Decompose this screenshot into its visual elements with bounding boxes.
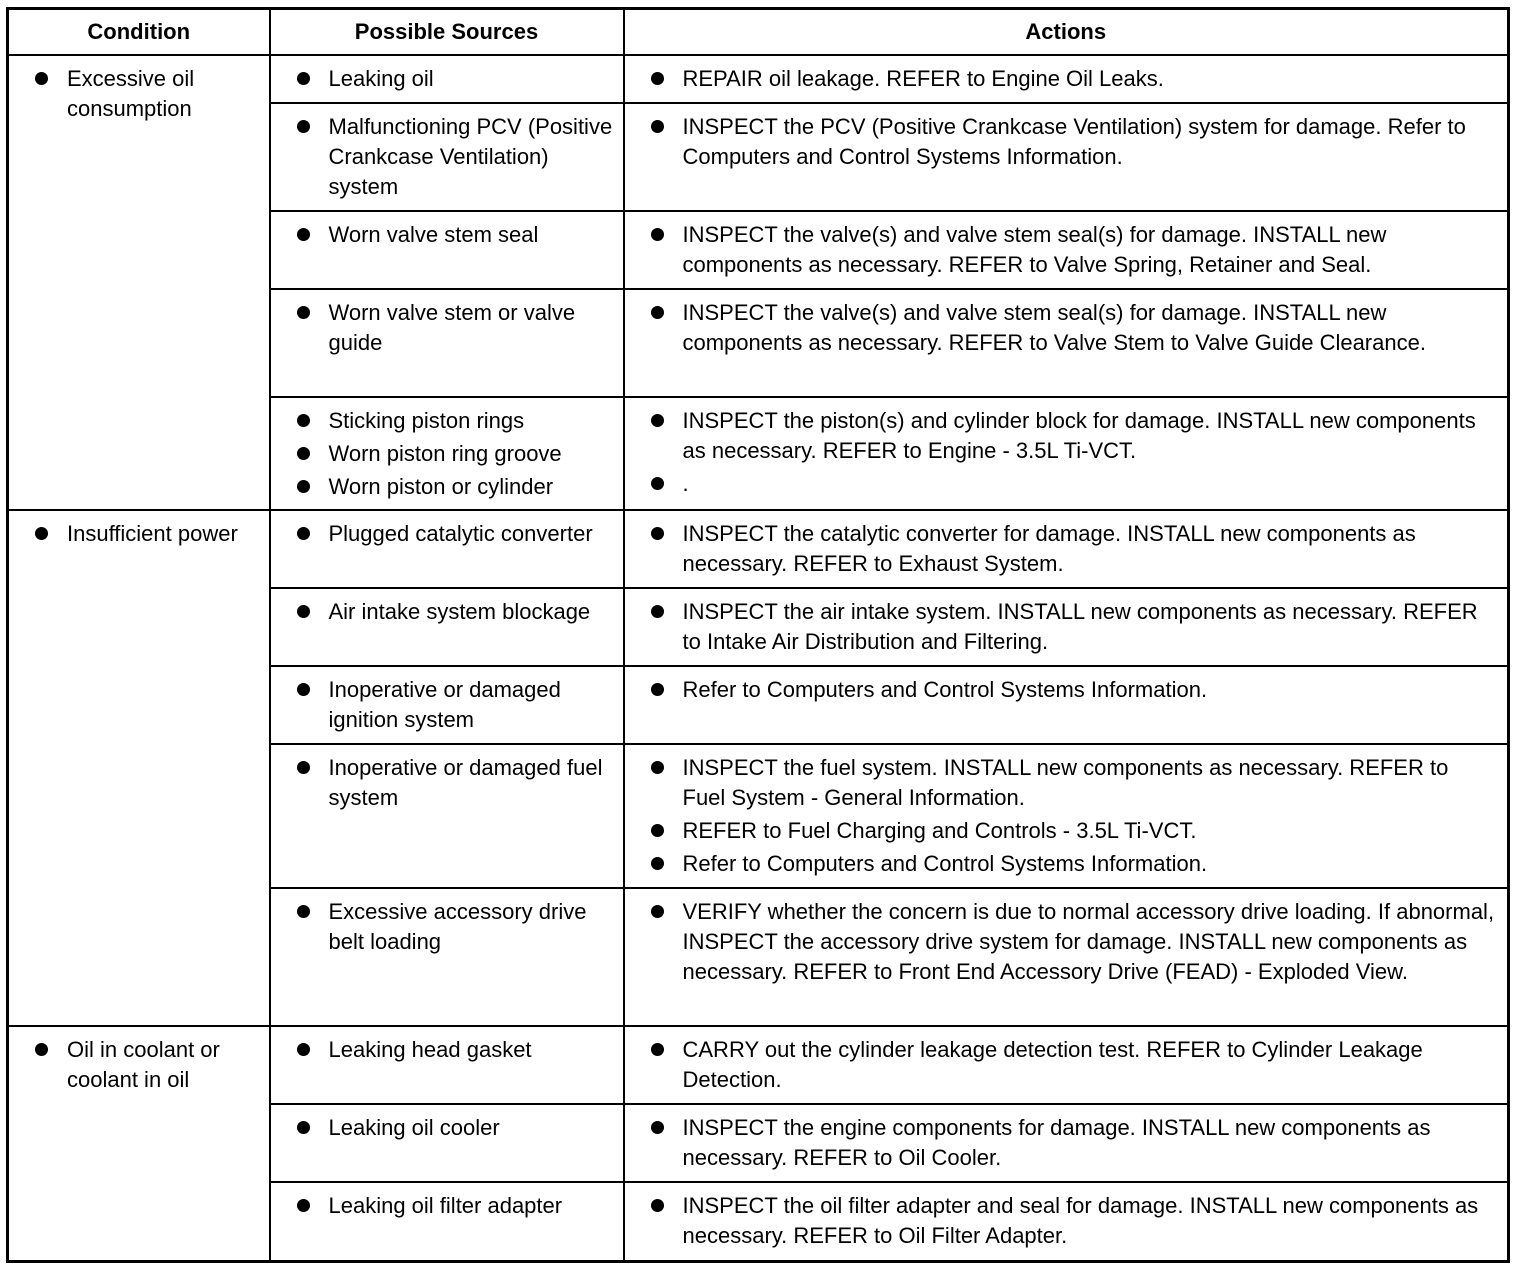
condition-list	[31, 1035, 259, 1095]
action-item-text: INSPECT the valve(s) and valve stem seal(s) for damage. INSTALL new components as necessary. REFER to Valve Stem to Valve Guide Clearance.	[682, 300, 1426, 355]
source-item-list	[293, 1035, 613, 1065]
action-item	[647, 469, 1498, 499]
bullet-icon	[297, 683, 310, 696]
actions-cell	[624, 888, 1509, 1026]
header-sources: Possible Sources	[270, 9, 624, 56]
bullet-icon	[35, 1043, 48, 1056]
source-item-text: Leaking oil	[328, 66, 434, 91]
action-item	[647, 597, 1498, 657]
bullet-icon	[297, 605, 310, 618]
action-item-list	[647, 112, 1498, 172]
action-item-list	[647, 406, 1498, 499]
sources-cell	[270, 397, 624, 510]
action-item-list	[647, 597, 1498, 657]
action-item-text: INSPECT the engine components for damage. INSTALL new components as necessary. REFER to Oil Cooler.	[682, 1115, 1431, 1170]
source-item	[293, 1113, 613, 1143]
sources-cell	[270, 103, 624, 211]
bullet-icon	[651, 306, 664, 319]
bullet-icon	[297, 414, 310, 427]
source-item-text: Leaking oil filter adapter	[328, 1193, 563, 1218]
action-item	[647, 1035, 1498, 1095]
action-item-list	[647, 1113, 1498, 1173]
source-item-list	[293, 675, 613, 735]
table-body	[8, 55, 1509, 1261]
action-item	[647, 298, 1498, 358]
source-item	[293, 439, 613, 469]
actions-cell	[624, 666, 1509, 744]
source-item-list	[293, 897, 613, 957]
action-item-text: REPAIR oil leakage. REFER to Engine Oil Leaks.	[682, 66, 1164, 91]
action-item-list	[647, 753, 1498, 879]
source-item-text: Worn valve stem seal	[328, 222, 539, 247]
condition-item	[31, 64, 259, 124]
source-item	[293, 519, 613, 549]
bullet-icon	[651, 824, 664, 837]
actions-cell	[624, 1026, 1509, 1104]
table-row	[8, 55, 1509, 103]
action-item-list	[647, 1191, 1498, 1251]
bullet-icon	[297, 761, 310, 774]
sources-cell	[270, 666, 624, 744]
source-item	[293, 112, 613, 202]
action-item	[647, 849, 1498, 879]
condition-cell	[8, 55, 270, 510]
action-item	[647, 1191, 1498, 1251]
header-actions: Actions	[624, 9, 1509, 56]
diagnosis-table	[6, 7, 1510, 1263]
action-item-list	[647, 897, 1498, 987]
bullet-icon	[35, 527, 48, 540]
sources-cell	[270, 588, 624, 666]
actions-cell	[624, 103, 1509, 211]
bullet-icon	[651, 527, 664, 540]
actions-cell	[624, 289, 1509, 397]
action-item-text: INSPECT the piston(s) and cylinder block for damage. INSTALL new components as necessary. REFER to Engine - 3.5L Ti-VCT.	[682, 408, 1476, 463]
source-item-list	[293, 597, 613, 627]
source-item-text: Plugged catalytic converter	[328, 521, 593, 546]
sources-cell	[270, 1182, 624, 1261]
condition-list	[31, 64, 259, 124]
source-item	[293, 897, 613, 957]
action-item-list	[647, 519, 1498, 579]
bullet-icon	[297, 72, 310, 85]
bullet-icon	[297, 1121, 310, 1134]
bullet-icon	[651, 905, 664, 918]
action-item	[647, 519, 1498, 579]
actions-cell	[624, 55, 1509, 103]
source-item	[293, 675, 613, 735]
source-item-text: Worn piston or cylinder	[328, 474, 554, 499]
action-item-list	[647, 1035, 1498, 1095]
source-item	[293, 472, 613, 502]
action-item-text: REFER to Fuel Charging and Controls - 3.5L Ti-VCT.	[682, 818, 1197, 843]
source-item	[293, 298, 613, 358]
action-item-list	[647, 64, 1498, 94]
bullet-icon	[297, 1043, 310, 1056]
bullet-icon	[297, 527, 310, 540]
sources-cell	[270, 744, 624, 888]
action-item-text: INSPECT the fuel system. INSTALL new components as necessary. REFER to Fuel System - General Information.	[682, 755, 1449, 810]
source-item-text: Sticking piston rings	[328, 408, 525, 433]
bullet-icon	[651, 1121, 664, 1134]
action-item-list	[647, 220, 1498, 280]
bullet-icon	[297, 480, 310, 493]
action-item	[647, 112, 1498, 172]
action-item-text: VERIFY whether the concern is due to normal accessory drive loading. If abnormal, INSPECT the accessory drive system for damage. INSTALL new components as necessary. REFER to Front End Accessory Drive (FEAD) - Exploded View.	[682, 899, 1495, 984]
action-item	[647, 753, 1498, 813]
bullet-icon	[297, 306, 310, 319]
source-item-text: Excessive accessory drive belt loading	[328, 899, 587, 954]
bullet-icon	[297, 228, 310, 241]
action-item-text: Refer to Computers and Control Systems Information.	[682, 677, 1208, 702]
action-item	[647, 1113, 1498, 1173]
condition-text: Excessive oil consumption	[67, 66, 195, 121]
action-item-text: CARRY out the cylinder leakage detection test. REFER to Cylinder Leakage Detection.	[682, 1037, 1423, 1092]
source-item-text: Malfunctioning PCV (Positive Crankcase Ventilation) system	[328, 114, 613, 199]
sources-cell	[270, 888, 624, 1026]
bullet-icon	[651, 761, 664, 774]
header-row	[8, 9, 1509, 56]
source-item	[293, 64, 613, 94]
action-item-list	[647, 675, 1498, 705]
sources-cell	[270, 1026, 624, 1104]
sources-cell	[270, 211, 624, 289]
action-item-list	[647, 298, 1498, 358]
action-item-text: Refer to Computers and Control Systems Information.	[682, 851, 1208, 876]
actions-cell	[624, 211, 1509, 289]
condition-cell	[8, 510, 270, 1026]
actions-cell	[624, 510, 1509, 588]
action-item-text: INSPECT the valve(s) and valve stem seal(s) for damage. INSTALL new components as necessary. REFER to Valve Spring, Retainer and Seal.	[682, 222, 1387, 277]
actions-cell	[624, 588, 1509, 666]
bullet-icon	[651, 477, 664, 490]
bullet-icon	[651, 1043, 664, 1056]
condition-item	[31, 1035, 259, 1095]
bullet-icon	[651, 414, 664, 427]
source-item-list	[293, 298, 613, 358]
source-item-text: Inoperative or damaged fuel system	[328, 755, 603, 810]
action-item-text: INSPECT the catalytic converter for damage. INSTALL new components as necessary. REFER to Exhaust System.	[682, 521, 1416, 576]
action-item	[647, 897, 1498, 987]
action-item	[647, 816, 1498, 846]
source-item-text: Inoperative or damaged ignition system	[328, 677, 561, 732]
source-item-list	[293, 406, 613, 502]
actions-cell	[624, 744, 1509, 888]
sources-cell	[270, 510, 624, 588]
source-item-text: Leaking head gasket	[328, 1037, 532, 1062]
source-item-text: Worn valve stem or valve guide	[328, 300, 576, 355]
source-item-list	[293, 753, 613, 813]
source-item-text: Leaking oil cooler	[328, 1115, 500, 1140]
action-item-text: .	[682, 471, 689, 496]
source-item-list	[293, 64, 613, 94]
bullet-icon	[651, 683, 664, 696]
sources-cell	[270, 289, 624, 397]
source-item	[293, 220, 613, 250]
source-item-list	[293, 1113, 613, 1143]
table-row	[8, 1026, 1509, 1104]
source-item-list	[293, 1191, 613, 1221]
condition-cell	[8, 1026, 270, 1261]
source-item-list	[293, 220, 613, 250]
bullet-icon	[35, 72, 48, 85]
source-item-list	[293, 112, 613, 202]
condition-text: Oil in coolant or coolant in oil	[67, 1037, 220, 1092]
actions-cell	[624, 1104, 1509, 1182]
actions-cell	[624, 1182, 1509, 1261]
bullet-icon	[297, 447, 310, 460]
bullet-icon	[651, 857, 664, 870]
action-item	[647, 675, 1498, 705]
action-item	[647, 220, 1498, 280]
actions-cell	[624, 397, 1509, 510]
action-item	[647, 64, 1498, 94]
condition-list	[31, 519, 259, 549]
bullet-icon	[651, 1199, 664, 1212]
bullet-icon	[297, 120, 310, 133]
action-item-text: INSPECT the oil filter adapter and seal for damage. INSTALL new components as necessary. REFER to Oil Filter Adapter.	[682, 1193, 1479, 1248]
source-item	[293, 1191, 613, 1221]
source-item-list	[293, 519, 613, 549]
condition-text: Insufficient power	[67, 521, 238, 546]
source-item	[293, 1035, 613, 1065]
bullet-icon	[651, 605, 664, 618]
source-item-text: Worn piston ring groove	[328, 441, 562, 466]
condition-item	[31, 519, 259, 549]
table-row	[8, 510, 1509, 588]
source-item	[293, 753, 613, 813]
source-item	[293, 406, 613, 436]
source-item-text: Air intake system blockage	[328, 599, 591, 624]
bullet-icon	[297, 905, 310, 918]
action-item	[647, 406, 1498, 466]
bullet-icon	[651, 228, 664, 241]
bullet-icon	[651, 120, 664, 133]
header-condition: Condition	[8, 9, 270, 56]
sources-cell	[270, 55, 624, 103]
action-item-text: INSPECT the air intake system. INSTALL new components as necessary. REFER to Intake Air Distribution and Filtering.	[682, 599, 1478, 654]
source-item	[293, 597, 613, 627]
sources-cell	[270, 1104, 624, 1182]
bullet-icon	[297, 1199, 310, 1212]
action-item-text: INSPECT the PCV (Positive Crankcase Ventilation) system for damage. Refer to Computers and Control Systems Information.	[682, 114, 1466, 169]
bullet-icon	[651, 72, 664, 85]
